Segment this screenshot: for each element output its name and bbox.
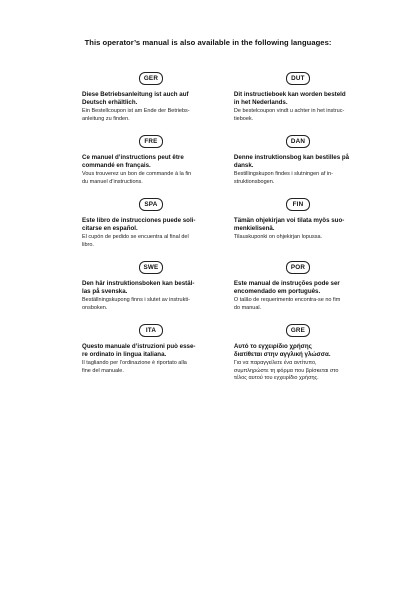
language-row bbox=[82, 261, 362, 324]
language-entry-ita bbox=[82, 324, 220, 387]
language-heading-line: in het Nederlands. bbox=[233, 99, 288, 106]
language-body bbox=[234, 360, 366, 383]
language-body-line: Για να παραγγείλετε ένα αντίτυπο, bbox=[233, 360, 317, 366]
language-heading bbox=[82, 343, 222, 359]
language-code-badge: POR bbox=[286, 261, 310, 274]
language-heading-line: Ce manuel d’instructions peut être bbox=[82, 154, 184, 161]
language-entry-fin bbox=[234, 198, 362, 261]
language-row bbox=[82, 72, 362, 135]
language-body bbox=[82, 360, 222, 375]
language-row bbox=[82, 324, 362, 387]
language-heading bbox=[234, 343, 366, 359]
language-body-line: onsboken. bbox=[82, 304, 108, 311]
language-entry-gre bbox=[234, 324, 362, 387]
language-body bbox=[234, 297, 366, 312]
language-heading-line: Deutsch erhältlich. bbox=[82, 99, 138, 106]
language-heading-line: Den här instruktionsboken kan bestäl- bbox=[82, 280, 195, 287]
language-heading-line: dansk. bbox=[233, 162, 254, 169]
language-code-badge: DUT bbox=[286, 72, 310, 85]
page-title: This operator’s manual is also available in the following languages: bbox=[84, 38, 332, 47]
language-heading-line: encomendado em português. bbox=[233, 288, 321, 295]
language-entry-spa bbox=[82, 198, 220, 261]
language-body bbox=[82, 171, 222, 186]
language-body bbox=[82, 108, 222, 123]
language-heading-line: διατίθεται στην αγγλική γλώσσα. bbox=[233, 351, 331, 358]
language-body-line: struktionsbogen. bbox=[233, 178, 275, 185]
language-heading-line: Dit instructieboek kan worden besteld bbox=[233, 91, 346, 98]
language-heading bbox=[82, 91, 222, 107]
language-heading-line: Este manual de instruções pode ser bbox=[233, 280, 340, 287]
language-heading-line: citarse en español. bbox=[82, 225, 138, 232]
language-body-line: tieboek. bbox=[233, 115, 254, 122]
language-heading-line: Denne instruktionsbog kan bestilles på bbox=[233, 154, 350, 161]
language-heading-line: re ordinato in lingua italiana. bbox=[82, 351, 167, 358]
language-heading bbox=[234, 217, 366, 233]
language-body bbox=[234, 171, 366, 186]
language-body-line: O talão de requerimento encontra-se no fim bbox=[233, 297, 341, 303]
language-entry-dut bbox=[234, 72, 362, 135]
language-body bbox=[234, 108, 366, 123]
language-heading bbox=[82, 280, 222, 296]
language-heading-line: Tämän ohjekirjan voi tilata myös suo- bbox=[233, 217, 345, 224]
language-body-line: συμπληρώστε τη φόρμα που βρίσκεται στο bbox=[233, 367, 339, 374]
language-heading bbox=[234, 91, 366, 107]
language-body-line: du manuel d’instructions. bbox=[82, 178, 143, 185]
language-heading-line: Questo manuale d’istruzioni può esse- bbox=[82, 343, 196, 350]
language-body bbox=[82, 234, 222, 249]
language-entry-por bbox=[234, 261, 362, 324]
language-heading bbox=[82, 217, 222, 233]
language-code-badge: GRE bbox=[286, 324, 310, 337]
language-entry-fre bbox=[82, 135, 220, 198]
language-body bbox=[82, 297, 222, 312]
language-body-line: El cupón de pedido se encuentra al final del bbox=[82, 234, 189, 240]
language-body-line: Tilauskuponki on ohjekirjan lopussa. bbox=[233, 234, 323, 240]
language-entry-swe bbox=[82, 261, 220, 324]
language-code-badge: FIN bbox=[286, 198, 310, 211]
language-body-line: De bestelcoupon vindt u achter in het instruc- bbox=[233, 108, 345, 114]
language-code-badge: FRE bbox=[139, 135, 163, 148]
language-body bbox=[234, 234, 366, 242]
language-body-line: Il tagliando per l’ordinazione è riportato alla bbox=[82, 360, 187, 366]
language-heading-line: Αυτό το εγχειρίδιο χρήσης bbox=[233, 343, 312, 350]
language-entry-dan bbox=[234, 135, 362, 198]
language-body-line: anleitung zu finden. bbox=[82, 115, 130, 122]
language-heading-line: menkielisenä. bbox=[233, 225, 275, 232]
language-code-badge: SPA bbox=[139, 198, 163, 211]
language-heading bbox=[82, 154, 222, 170]
language-entry-ger bbox=[82, 72, 220, 135]
language-code-badge: DAN bbox=[286, 135, 310, 148]
language-body-line: fine del manuale. bbox=[82, 367, 124, 374]
language-body-line: Beställningskupong finns i slutet av instrukti- bbox=[82, 297, 190, 303]
language-heading bbox=[234, 280, 366, 296]
language-body-line: τέλος αυτού του εγχειρίδιο χρήσης. bbox=[233, 375, 319, 381]
language-grid bbox=[82, 72, 362, 387]
language-code-badge: ITA bbox=[139, 324, 163, 337]
language-row bbox=[82, 198, 362, 261]
language-code-badge: GER bbox=[139, 72, 163, 85]
language-body-line: Ein Bestellcoupon ist am Ende der Betriebs- bbox=[82, 108, 190, 114]
language-heading-line: las på svenska. bbox=[82, 288, 128, 295]
language-row bbox=[82, 135, 362, 198]
language-heading-line: Este libro de instrucciones puede soli- bbox=[82, 217, 196, 224]
language-heading-line: Diese Betriebsanleitung ist auch auf bbox=[82, 91, 189, 98]
language-heading bbox=[234, 154, 366, 170]
language-heading-line: commandé en français. bbox=[82, 162, 151, 169]
language-body-line: do manual. bbox=[233, 304, 262, 311]
language-code-badge: SWE bbox=[139, 261, 163, 274]
language-body-line: Bestillingskupon findes i slutningen af in- bbox=[233, 171, 333, 177]
language-body-line: libro. bbox=[82, 241, 94, 248]
language-body-line: Vous trouverez un bon de commande à la fin bbox=[82, 171, 192, 177]
